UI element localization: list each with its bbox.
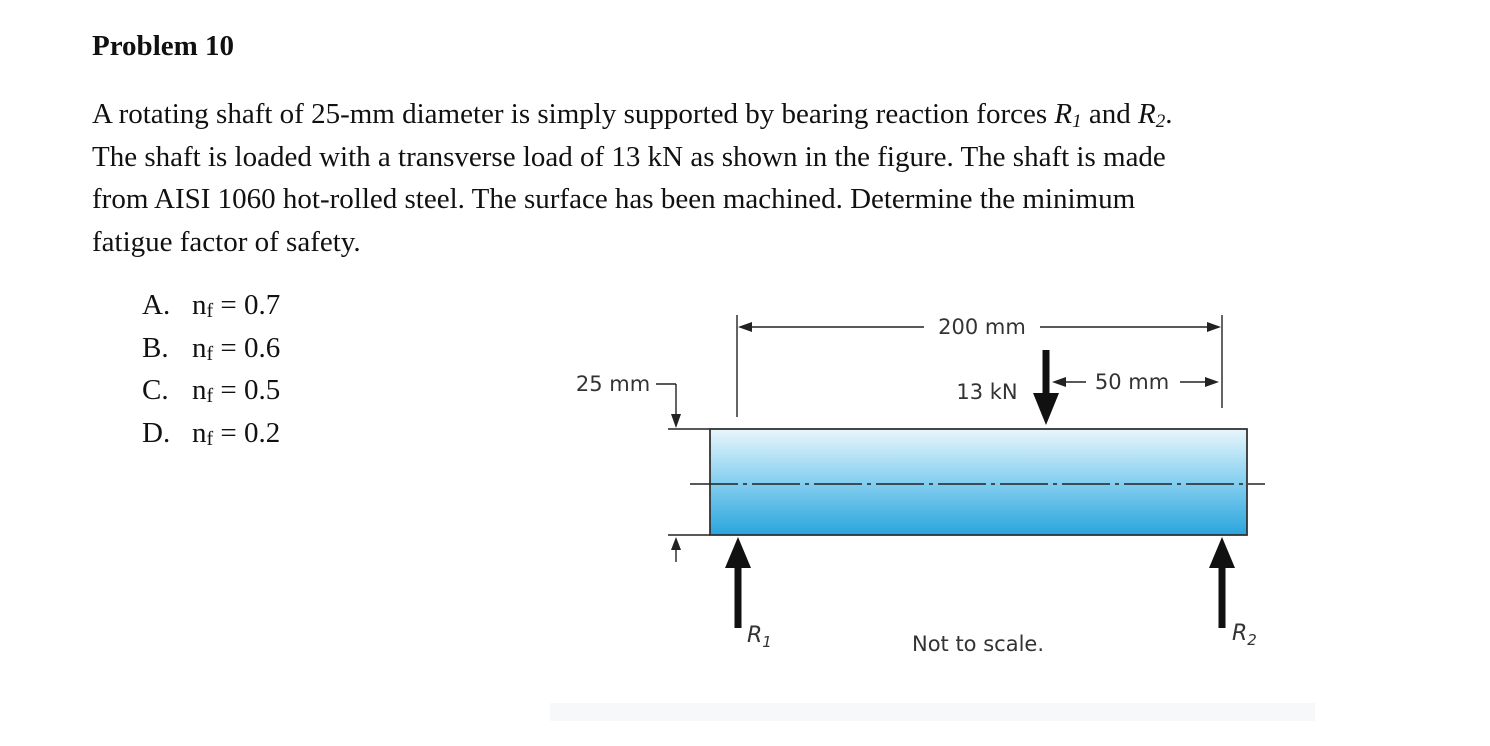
span-arrowhead-left xyxy=(738,322,752,332)
diameter-arrowhead-top xyxy=(671,414,681,428)
problem-statement xyxy=(92,93,1412,263)
statement-line-3: from AISI 1060 hot-rolled steel. The surface has been machined. Determine the minimum xyxy=(92,183,1136,215)
r1-label: $R_1$ xyxy=(747,623,772,651)
offset-arrowhead-right xyxy=(1205,377,1219,387)
option-b[interactable]: B. nf = 0.6 xyxy=(142,331,281,365)
shaft-body xyxy=(710,429,1247,535)
problem-title: Problem 10 xyxy=(92,30,235,62)
r1-arrowhead xyxy=(725,537,751,568)
r1-symbol: $R_1$ xyxy=(1054,98,1082,132)
diameter-label: 25 mm xyxy=(575,372,651,396)
shaft-diagram xyxy=(560,295,1280,685)
r2-label: $R_2$ xyxy=(1232,621,1257,649)
statement-line-2: The shaft is loaded with a transverse load of 13 kN as shown in the figure. The shaft is made xyxy=(92,140,1166,173)
span-arrowhead-right xyxy=(1207,322,1221,332)
offset-arrowhead-left xyxy=(1052,377,1066,387)
not-to-scale-note: Not to scale. xyxy=(911,632,1045,656)
statement-line-4: fatigue factor of safety. xyxy=(92,225,361,258)
load-arrowhead xyxy=(1033,393,1059,425)
answer-options xyxy=(142,284,280,454)
option-c[interactable]: C. nf = 0.5 xyxy=(142,374,281,407)
load-label: 13 kN xyxy=(956,380,1018,404)
option-d[interactable]: D. nf = 0.2 xyxy=(142,416,281,450)
offset-label: 50 mm xyxy=(1094,370,1170,394)
bottom-strip xyxy=(550,703,1315,721)
r2-arrowhead xyxy=(1209,537,1235,568)
option-a[interactable]: A. nf = 0.7 xyxy=(142,289,281,322)
r2-symbol: $R_2$ xyxy=(1138,98,1166,132)
span-label: 200 mm xyxy=(938,315,1026,339)
statement-line-1: A rotating shaft of 25-mm diameter is simply supported by bearing reaction forces $R_1$ and $R_2$. xyxy=(92,98,1173,132)
